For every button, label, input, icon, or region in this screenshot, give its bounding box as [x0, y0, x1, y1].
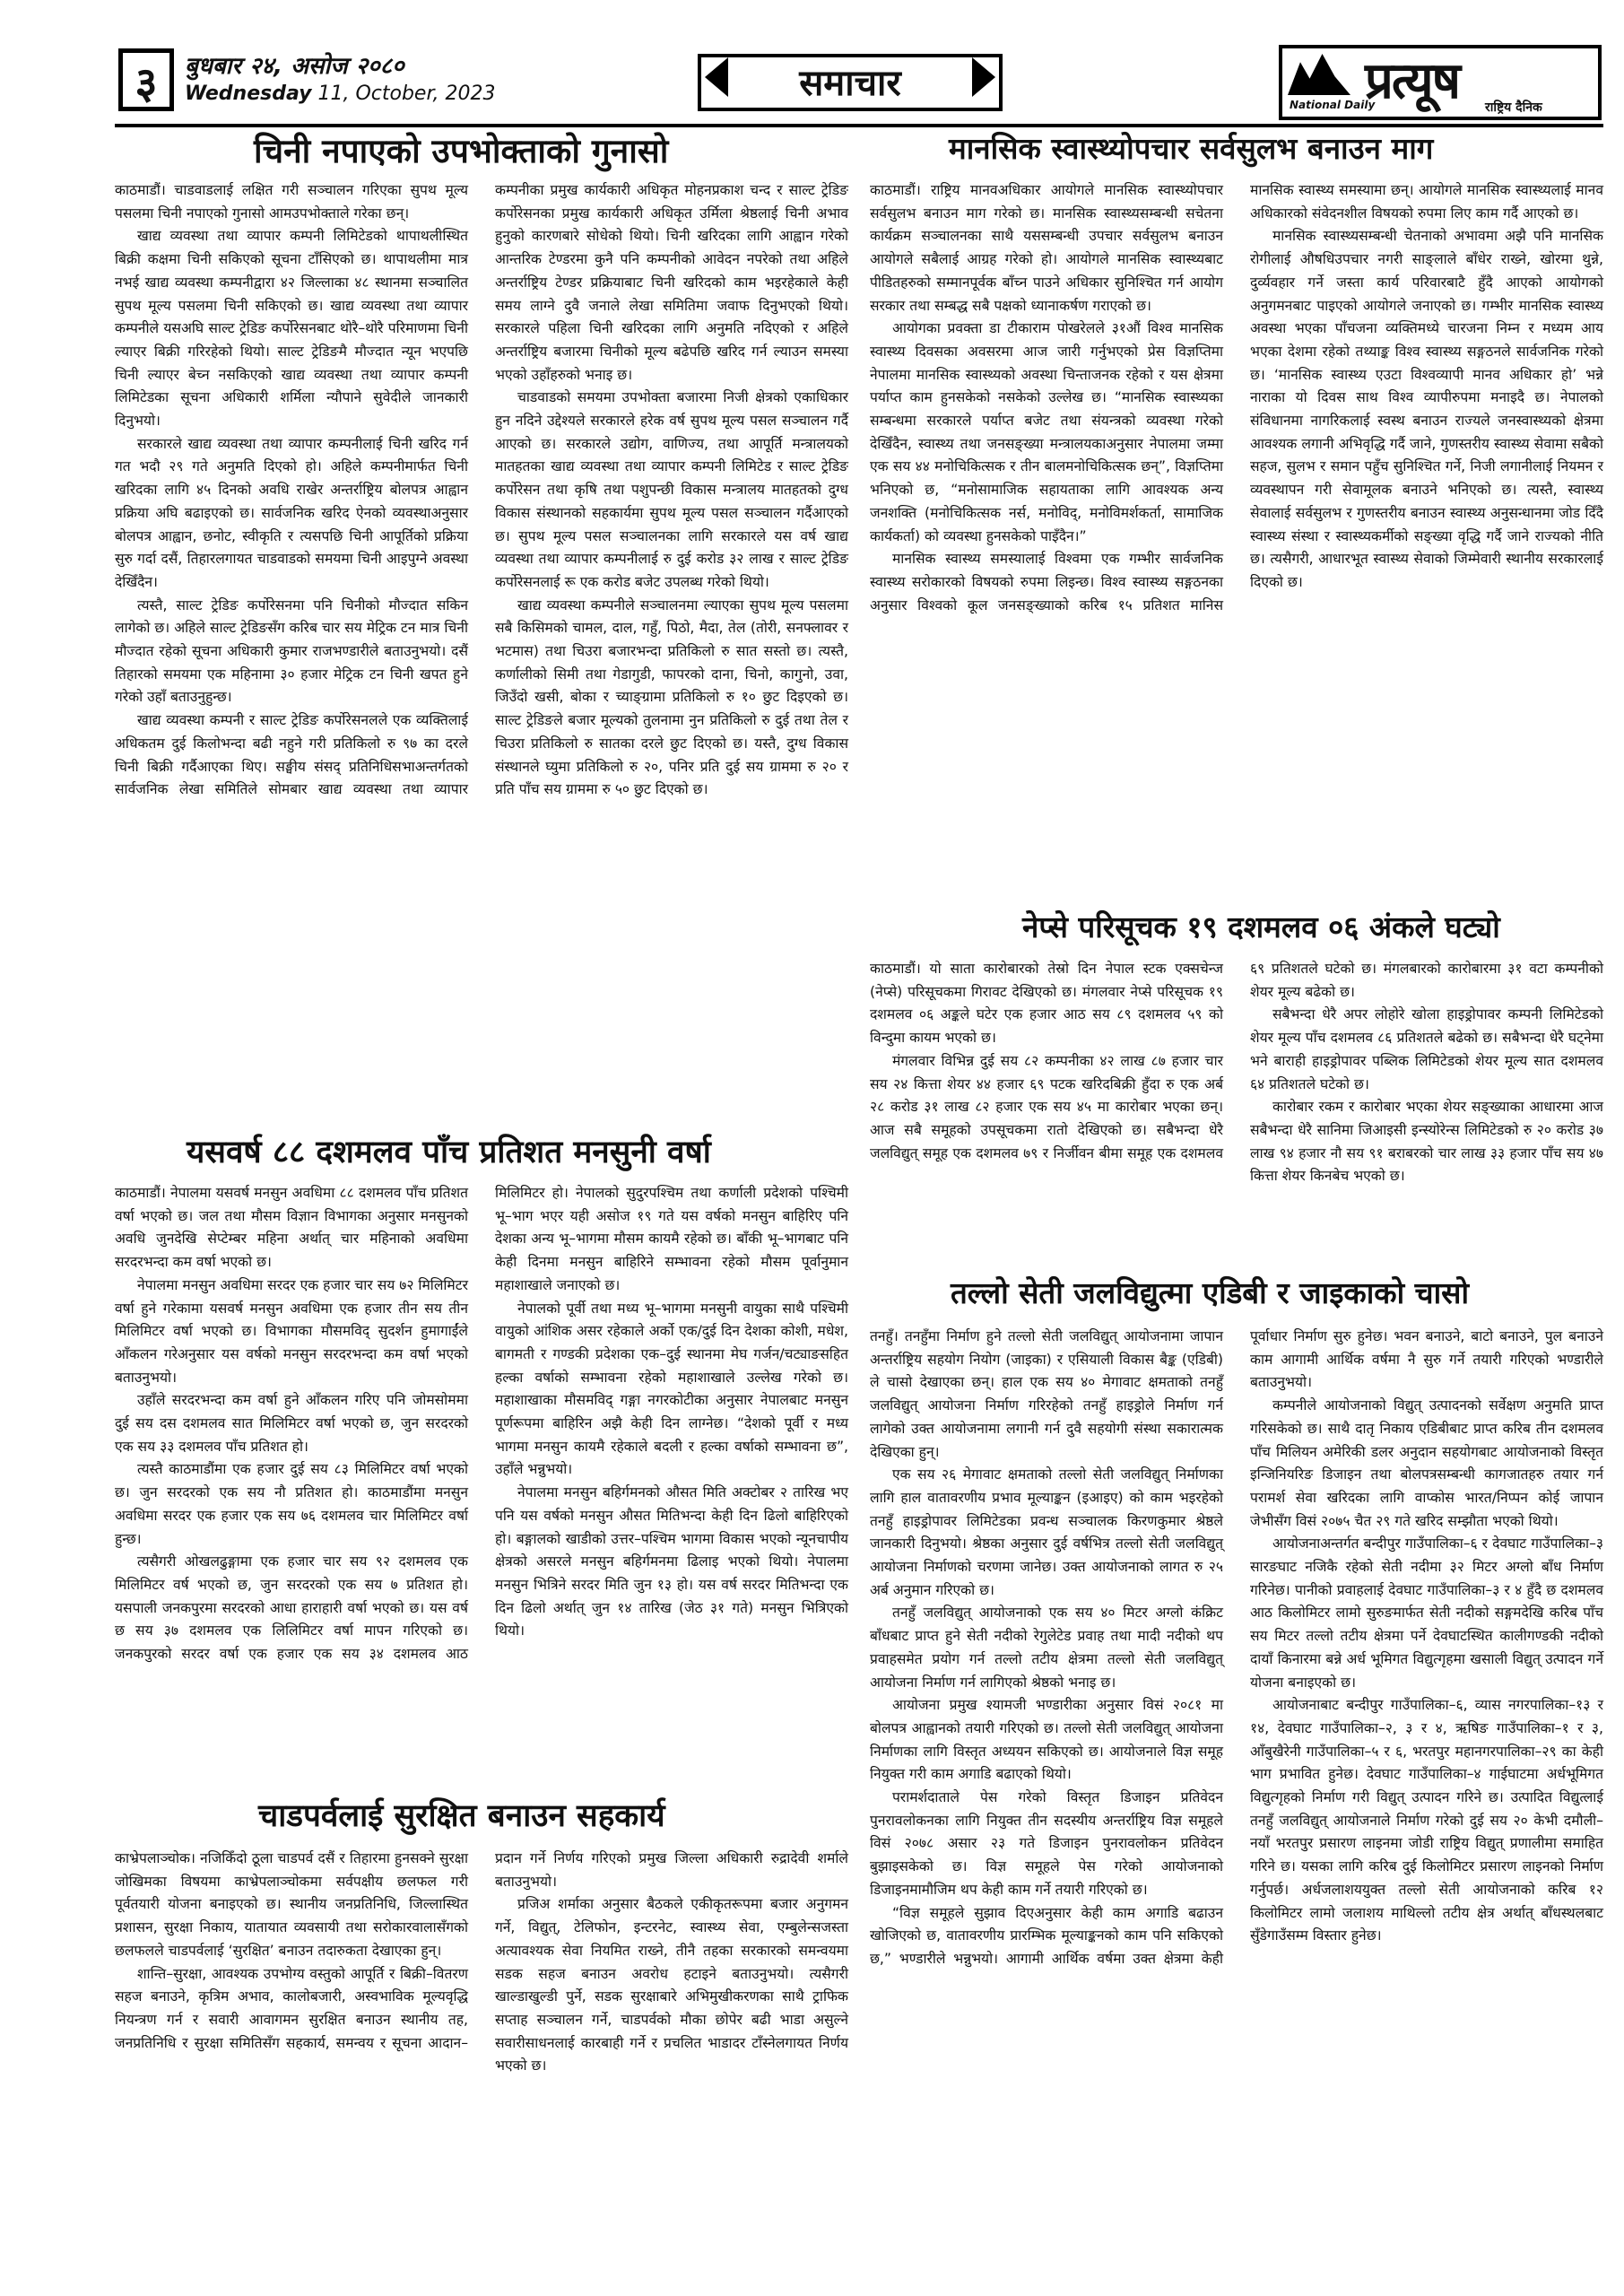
paragraph: मानसिक स्वास्थ्यसम्बन्धी चेतनाको अभावमा अझै पनि मानसिक रोगीलाई औषधिउपचार नगरी साङ्लाले बाँधेर राख्ने, खोरमा थुन्ने, दुर्व्यवहार गर्ने जस्ता कार्य परिवारबाटै हुँदै आएको आयोगको अनुगमनबाट पाइएको आयोगले जनाएको छ। गम्भीर मानसिक स्वास्थ्य अवस्था भएका पाँचजना व्यक्तिमध्ये चारजना निम्न र मध्यम आय भएका देशमा रहेको तथ्याङ्क विश्व स्वास्थ्य सङ्गठनले सार्वजनिक गरेको छ। ‘मानसिक स्वास्थ्य एउटा विश्वव्यापी मानव अधिकार हो’ भन्ने नाराका यो दिवस साथ विश्व व्यापीरुपमा मनाइदै छ। नेपालको संविधानमा नागरिकलाई स्वस्थ बनाउन राज्यले जनस्वास्थ्यको क्षेत्रमा आवश्यक लगानी अभिवृद्धि गर्दै जाने, गुणस्तरीय स्वास्थ्य सेवामा सबैको सहज, सुलभ र समान पहुँच सुनिश्चित गर्ने, निजी लगानीलाई नियमन र व्यवस्थापन गरी सेवामूलक बनाउने भनिएको छ। त्यस्तै, स्वास्थ्य सेवालाई सर्वसुलभ र गुणस्तरीय बनाउन स्वास्थ्य अनुसन्धानमा जोड दिँदै स्वास्थ्य संस्था र स्वास्थ्यकर्मीको सङ्ख्या वृद्धि गर्दै जाने राज्यको नीति छ। त्यसैगरी, आधारभूत स्वास्थ्य सेवाको जिम्मेवारी स्थानीय सरकारलाई दिएको छ। — [1250, 228, 1603, 590]
paragraph: शान्ति–सुरक्षा, आवश्यक उपभोग्य वस्तुको आपूर्ति र बिक्री–वितरण सहज बनाउने, कृत्रिम अभाव, कालोबजारी, अस्वभाविक मूल्यवृद्धि नियन्त्रण गर्न र सवारी आवागमन सुरक्षित बनाउन स्थानीय तह, जनप्रतिनिधि र सुरक्षा समितिसँग सहकार्य, समन्वय र सूचना आदान–प्रदान गर्ने निर्णय गरिएको प्रमुख जिल्ला अधिकारी रुद्रादेवी शर्माले बताउनुभयो। — [115, 1850, 848, 2051]
paragraph: आयोगका प्रवक्ता डा टीकाराम पोखरेलले ३१औं विश्व मानसिक स्वास्थ्य दिवसका अवसरमा आज जारी गर्नुभएको प्रेस विज्ञप्तिमा नेपालमा मानसिक स्वास्थ्यको अवस्था चिन्ताजनक रहेको र यस क्षेत्रमा पर्याप्त काम हुनसकेको नसकेको उल्लेख छ। “मानसिक स्वास्थ्यका सम्बन्धमा सरकारले पर्याप्त बजेट तथा संयन्त्रको व्यवस्था गरेको देखिँदैन, स्वास्थ्य तथा जनसङ्ख्या मन्त्रालयकाअनुसार नेपालमा जम्मा एक सय ४४ मनोचिकित्सक र तीन बालमनोचिकित्सक छन्”, विज्ञप्तिमा भनिएको छ, “मनोसामाजिक सहायताका लागि आवश्यक अन्य जनशक्ति (मनोचिकित्सक नर्स, मनोविद्, मनोविमर्शकर्ता, सामाजिक कार्यकर्ता) को व्यवस्था हुनसकेको पाइँदैन।” — [870, 320, 1223, 544]
date-nepali: बुधबार २४, असोज २०८० — [185, 53, 404, 80]
paragraph: उहाँले सरदरभन्दा कम वर्षा हुने आँकलन गरिए पनि जोमसोममा दुई सय दस दशमलव सात मिलिमिटर वर्षा भएको छ, जुन सरदरको एक सय ३३ दशमलव पाँच प्रतिशत हो। — [115, 1392, 468, 1455]
headline-sugar: चिनी नपाएको उपभोक्ताको गुनासो — [254, 131, 669, 170]
paragraph: “विज्ञ समूहले सुझाव दिएअनुसार केही काम अगाडि बढाउन खोजिएको छ, वातावरणीय प्रारम्भिक मूल्याङ्कनको काम पनि सकिएको छ,” भण्डारीले भन्नुभयो। आगामी आर्थिक वर्षमा उक्त क्षेत्रमा केही पूर्वाधार निर्माण सुरु हुनेछ। भवन बनाउने, बाटो बनाउने, पुल बनाउने काम आगामी आर्थिक वर्षमा नै सुरु गर्ने तयारी गरिएको भण्डारीले बताउनुभयो। — [870, 1328, 1603, 1967]
arrow-right-icon — [972, 57, 995, 97]
paragraph: आयोजनाअन्तर्गत बन्दीपुर गाउँपालिका–६ र देवघाट गाउँपालिका–३ सारङघाट नजिकै रहेको सेती नदीमा ३२ मिटर अग्लो बाँध निर्माण गरिनेछ। पानीको प्रवाहलाई देवघाट गाउँपालिका–३ र ४ हुँदै छ दशमलव आठ किलोमिटर लामो सुरुङमार्फत सेती नदीको सङ्गमदेखि करिब पाँच सय मिटर तल्लो तटीय क्षेत्रमा पर्ने देवघाटस्थित कालीगण्डकी नदीको दायाँ किनारमा बन्ने अर्ध भूमिगत विद्युत्गृहमा खसाली विद्युत् उत्पादन गर्ने योजना बनाइएको छ। — [1250, 1535, 1603, 1691]
paragraph: त्यस्तै काठमाडौंमा एक हजार दुई सय ८३ मिलिमिटर वर्षा भएको छ। जुन सरदरको एक सय नौ प्रतिशत हो। काठमाडौंमा मनसुन अवधिमा सरदर एक हजार एक सय ७६ दशमलव चार मिलिमिटर वर्षा हुन्छ। — [115, 1461, 468, 1547]
paragraph: कारोबार रकम र कारोबार भएका शेयर सङ्ख्याका आधारमा आज सबैभन्दा धेरै सानिमा जिआइसी इन्स्योरेन्स लिमिटेडको रु २० करोड ३७ लाख ९४ हजार नौ सय ९१ बराबरको चार लाख ३३ हजार पाँच सय ४७ कित्ता शेयर किनबेच भएको छ। — [1250, 1099, 1603, 1185]
paragraph: कम्पनीले आयोजनाको विद्युत् उत्पादनको सर्वेक्षण अनुमति प्राप्त गरिसकेको छ। साथै दातृ निकाय एडिबीबाट प्राप्त करिब तीन दशमलव पाँच मिलियन अमेरिकी डलर अनुदान सहयोगबाट आयोजनाको विस्तृत इन्जिनियरिङ डिजाइन तथा बोलपत्रसम्बन्धी कागजातहरु तयार गर्न परामर्श सेवा खरिदका लागि वाप्कोस भारत/निप्पन कोई जापान जेभीसँग विसं २०७५ चैत २९ गते खरिद सम्झौता भएको थियो। — [1250, 1397, 1603, 1529]
body-monsoon — [115, 1182, 848, 1794]
paragraph: काठमाडौं। राष्ट्रिय मानवअधिकार आयोगले मानसिक स्वास्थ्योपचार सर्वसुलभ बनाउन माग गरेको छ। मानसिक स्वास्थ्यसम्बन्धी सचेतना कार्यक्रम सञ्चालनका साथै यससम्बन्धी उपचार सर्वसुलभ बनाउन आयोगले सबैलाई आग्रह गरेको हो। आयोगले मानसिक स्वास्थ्यबाट पीडितहरुको सम्मानपूर्वक बाँच्न पाउने अधिकार सुनिश्चित गर्न आयोग सरकार तथा सम्बद्ध सबै पक्षको ध्यानाकर्षण गराएको छ। — [870, 182, 1223, 314]
article-festival — [115, 1799, 848, 2266]
headline-lower-seti: तल्लो सेती जलविद्युत्मा एडिबी र जाइकाको चासो — [951, 1275, 1470, 1310]
paragraph: आयोजनाबाट बन्दीपुर गाउँपालिका–६, व्यास नगरपालिका–१३ र १४, देवघाट गाउँपालिका–२, ३ र ४, ऋषिङ गाउँपालिका–१ र ३, आँबुखैरेनी गाउँपालिका–५ र ६, भरतपुर महानगरपालिका–२९ का केही भाग प्रभावित हुनेछ। देवघाट गाउँपालिका–४ गाईघाटमा अर्धभूमिगत विद्युत्गृहको निर्माण गरी विद्युत् उत्पादन गरिने छ। उत्पादित विद्युत्लाई तनहुँ जलविद्युत् आयोजनाले निर्माण गरेको दुई सय २० केभी दमौली–नयाँ भरतपुर प्रसारण लाइनमा जोडी राष्ट्रिय विद्युत् प्रणालीमा समाहित गरिने छ। यसका लागि करिब दुई किलोमिटर प्रसारण लाइनको निर्माण गर्नुपर्छ। अर्धजलाशययुक्त तल्लो सेती आयोजनाको करिब १२ किलोमिटर लामो जलाशय माथिल्लो तटीय क्षेत्र अर्थात् बाँधस्थलबाट सुँडेगाउँसम्म विस्तार हुनेछ। — [1250, 1697, 1603, 1944]
body-nepse — [870, 958, 1603, 1270]
paragraph: परामर्शदाताले पेस गरेको विस्तृत डिजाइन प्रतिवेदन पुनरावलोकनका लागि नियुक्त तीन सदस्यीय अन्तर्राष्ट्रिय विज्ञ समूहले विसं २०७८ असार २३ गते डिजाइन पुनरावलोकन प्रतिवेदन बुझाइसकेको छ। विज्ञ समूहले पेस गरेको आयोजनाको डिजाइनमामौजिम थप केही काम गर्ने तयारी गरिएको छ। — [870, 1789, 1223, 1898]
paragraph: काठमाडौं। चाडवाडलाई लक्षित गरी सञ्चालन गरिएका सुपथ मूल्य पसलमा चिनी नपाएको गुनासो आमउपभोक्ताले गरेका छन्। — [115, 182, 468, 222]
paragraph: खाद्य व्यवस्था कम्पनीले सञ्चालनमा ल्याएका सुपथ मूल्य पसलमा सबै किसिमको चामल, दाल, गहुँ, पिठो, मैदा, तेल (तोरी, सनफ्लावर र भटमास) तथा चिउरा बजारभन्दा प्रतिकिलो रु सात सस्तो छ। त्यस्तै, कर्णालीको सिमी तथा गेडागुडी, फापरको दाना, चिनो, कागुनो, उवा, जिउँदो खसी, बोका र च्याङ्ग्रामा प्रतिकिलो रु १० छुट दिइएको छ। साल्ट ट्रेडिङले बजार मूल्यको तुलनामा नुन प्रतिकिलो रु दुई तथा तेल र चिउरा प्रतिकिलो रु सातका दरले छुट दिएको छ। यस्तै, दुग्ध विकास संस्थानले घ्युमा प्रतिकिलो रु २०, पनिर प्रति दुई सय ग्राममा रु २० र प्रति पाँच सय ग्राममा रु ५० छुट दिएको छ। — [495, 596, 848, 798]
mountain-icon — [1288, 54, 1350, 95]
article-monsoon — [115, 1135, 848, 1796]
paragraph: आयोजना प्रमुख श्यामजी भण्डारीका अनुसार विसं २०८१ मा बोलपत्र आह्वानको तयारी गरिएको छ। तल्लो सेती जलविद्युत् आयोजना निर्माणका लागि विस्तृत अध्ययन सकिएको छ। आयोजनाले विज्ञ समूह नियुक्त गरी काम अगाडि बढाएको थियो। — [870, 1697, 1223, 1783]
paragraph: तनहुँ जलविद्युत् आयोजनाको एक सय ४० मिटर अग्लो कंक्रिट बाँधबाट प्राप्त हुने सेती नदीको रेगुलेटेड प्रवाह तथा मादी नदीको थप प्रवाहसमेत प्रयोग गर्न तल्लो तटीय क्षेत्रमा तल्लो सेती जलविद्युत् आयोजना निर्माण गर्न लागिएको श्रेष्ठको भनाइ छ। — [870, 1605, 1223, 1691]
newspaper-page — [115, 45, 1603, 2269]
logo-tagline-en: National Daily — [1290, 99, 1376, 111]
section-title: समाचार — [698, 54, 1003, 111]
paragraph: नेपालको पूर्वी तथा मध्य भू–भागमा मनसुनी वायुका साथै पश्चिमी वायुको आंशिक असर रहेकाले अर्को एक/दुई दिन देशका कोशी, मधेश, बागमती र गण्डकी प्रदेशका एक–दुई स्थानमा मेघ गर्जन/चट्याङसहित हल्का वर्षाको सम्भावना रहेको महाशाखाले उल्लेख गरेको छ।महाशाखाका मौसमविद् गङ्गा नगरकोटीका अनुसार नेपालबाट मनसुन पूर्णरूपमा बाहिरिन अझै केही दिन लाग्नेछ। “देशको पूर्वी र मध्य भागमा मनसुन कायमै रहेकाले बदली र हल्का वर्षाको सम्भावना छ”, उहाँले भन्नुभयो। — [495, 1300, 848, 1478]
paragraph: त्यस्तै, साल्ट ट्रेडिङ कर्पोरेसनमा पनि चिनीको मौज्दात सकिन लागेको छ। अहिले साल्ट ट्रेडिङसँग करिब चार सय मेट्रिक टन मात्र चिनी मौज्दात रहेको सूचना अधिकारी कुमार राजभण्डारीले बताउनुभयो। दसैं तिहारको समयमा एक महिनामा ३० हजार मेट्रिक टन चिनी खपत हुने गरेको उहाँ बताउनुहुन्छ। — [115, 596, 468, 706]
paragraph: प्रजिअ शर्माका अनुसार बैठकले एकीकृतरूपमा बजार अनुगमन गर्ने, विद्युत्, टेलिफोन, इन्टरनेट, स्वास्थ्य सेवा, एम्बुलेन्सजस्ता अत्यावश्यक सेवा नियमित राख्ने, तीनै तहका सरकारको समन्वयमा सडक सहज बनाउन अवरोध हटाइने बताउनुभयो। त्यसैगरी खाल्डाखुल्डी पुर्ने, सडक सुरक्षाबारे अभिमुखीकरणका साथै ट्राफिक सप्ताह सञ्चालन गर्ने, चाडपर्वको मौका छोपेर बढी भाडा असुल्ने सवारीसाधनलाई कारबाही गर्ने र प्रचलित भाडादर टाँस्नेलगायत निर्णय भएको छ। — [495, 1896, 848, 2074]
newspaper-logo — [1279, 45, 1602, 120]
paragraph: नेपालमा मनसुन बहिर्गमनको औसत मिति अक्टोबर २ तारिख भए पनि यस वर्षको मनसुन औसत मितिभन्दा केही दिन ढिलो बाहिरिएको हो। बङ्गालको खाडीको उत्तर–पश्चिम भागमा विकास भएको न्यूनचापीय क्षेत्रको असरले मनसुन बहिर्गमनमा ढिलाइ भएको थियो। नेपालमा मनसुन भित्रिने सरदर मिति जुन १३ हो। यस वर्ष सरदर मितिभन्दा एक दिन ढिलो अर्थात् जुन १४ तारिख (जेठ ३१ गते) मनसुन भित्रिएको थियो। — [495, 1484, 848, 1639]
headline-festival: चाडपर्वलाई सुरक्षित बनाउन सहकार्य — [258, 1797, 665, 1834]
paragraph: चाडवाडको समयमा उपभोक्ता बजारमा निजी क्षेत्रको एकाधिकार हुन नदिने उद्देश्यले सरकारले हरेक वर्ष सुपथ मूल्य पसल सञ्चालन गर्दै आएको छ। सरकारले उद्योग, वाणिज्य, तथा आपूर्ति मन्त्रालयको मातहतका खाद्य व्यवस्था तथा व्यापार कम्पनी लिमिटेड र साल्ट ट्रेडिङ कर्पोरेसन तथा कृषि तथा पशुपन्छी विकास मन्त्रालय मातहतको दुग्ध विकास संस्थानको सहकार्यमा सुपथ मूल्य पसल सञ्चालन गर्दैआएको छ। सुपथ मूल्य पसल सञ्चालनका लागि सरकारले यस वर्ष खाद्य व्यवस्था तथा व्यापार कम्पनीलाई रु दुई करोड ३२ लाख र साल्ट ट्रेडिङ कर्पोरेसनलाई रू एक करोड बजेट उपलब्ध गरेको थियो। — [495, 389, 848, 590]
headline-monsoon: यसवर्ष ८८ दशमलव पाँच प्रतिशत मनसुनी वर्षा — [187, 1134, 711, 1170]
paragraph: काठमाडौं। यो साता कारोबारको तेस्रो दिन नेपाल स्टक एक्सचेन्ज (नेप्से) परिसूचकमा गिरावट देखिएको छ। मंगलवार नेप्से परिसूचक १९ दशमलव ०६ अङ्कले घटेर एक हजार आठ सय ८९ दशमलव ५९ को विन्दुमा कायम भएको छ। — [870, 961, 1223, 1047]
article-nepse — [870, 911, 1603, 1274]
paragraph: सबैभन्दा धेरै अपर लोहोरे खोला हाइड्रोपावर कम्पनी लिमिटेडको शेयर मूल्य पाँच दशमलव ८६ प्रतिशतले बढेको छ। सबैभन्दा धेरै घट्नेमा भने बाराही हाइड्रोपावर पब्लिक लिमिटेडको शेयर मूल्य सात दशमलव ६४ प्रतिशतले घटेको छ। — [1250, 1006, 1603, 1092]
logo-tagline-ne: राष्ट्रिय दैनिक — [1485, 100, 1542, 115]
body-lower-seti — [870, 1326, 1603, 2264]
paragraph: काठमाडौं। नेपालमा यसवर्ष मनसुन अवधिमा ८८ दशमलव पाँच प्रतिशत वर्षा भएको छ। जल तथा मौसम विज्ञान विभागका अनुसार मनसुनको अवधि जुनदेखि सेप्टेम्बर महिना अर्थात् चार महिनाको अवधिमा सरदरभन्दा कम वर्षा भएको छ। — [115, 1185, 468, 1271]
body-sugar — [115, 179, 848, 1130]
paragraph: एक सय २६ मेगावाट क्षमताको तल्लो सेती जलविद्युत् निर्माणका लागि हाल वातावरणीय प्रभाव मूल्याङ्कन (इआइए) को काम भइरहेको तनहुँ हाइड्रोपावर लिमिटेडका प्रवन्ध सञ्चालक किरणकुमार श्रेष्ठले जानकारी दिनुभयो। श्रेष्ठका अनुसार दुई वर्षभित्र तल्लो सेती जलविद्युत् आयोजना निर्माणको चरणमा जानेछ। उक्त आयोजनाको लागत रु २५ अर्ब अनुमान गरिएको छ। — [870, 1466, 1223, 1598]
page-number: ३ — [118, 48, 174, 111]
body-mental-health — [870, 179, 1603, 906]
date-english: 11, October, 2023 — [317, 83, 496, 105]
article-mental-health — [870, 133, 1603, 909]
paragraph: सरकारले खाद्य व्यवस्था तथा व्यापार कम्पनीलाई चिनी खरिद गर्न गत भदौ २९ गते अनुमति दिएको हो। अहिले कम्पनीमार्फत चिनी खरिदका लागि ४५ दिनको अवधि राखेर अन्तर्राष्ट्रिय बोलपत्र आह्वान प्रक्रिया अघि बढाइएको छ। सार्वजनिक खरिद ऐनको व्यवस्थाअनुसार बोलपत्र आह्वान, छनोट, स्वीकृति र त्यसपछि चिनी आपूर्तिको प्रक्रिया सुरु गर्दा दसैं, तिहारलगायत चाडवाडको समयमा चिनी आइपुग्ने अवस्था देखिँदैन। — [115, 435, 468, 590]
logo-name: प्रत्यूष — [1365, 51, 1459, 110]
paragraph: काभ्रेपलाञ्चोक। नजिकिँदो ठूला चाडपर्व दसैं र तिहारमा हुनसक्ने सुरक्षा जोखिमका विषयमा काभ्रेपलाञ्चोकमा सर्वपक्षीय छलफल गरी पूर्वतयारी योजना बनाइएको छ। स्थानीय जनप्रतिनिधि, जिल्लास्थित प्रशासन, सुरक्षा निकाय, यातायात व्यवसायी तथा सरोकारवालासँगको छलफलले चाडपर्वलाई ‘सुरक्षित’ बनाउन तदारुकता देखाएका हुन्। — [115, 1850, 468, 1959]
paragraph: खाद्य व्यवस्था कम्पनी र साल्ट ट्रेडिङ कर्पोरेसनलले एक व्यक्तिलाई अधिकतम दुई किलोभन्दा बढी नहुने गरी प्रतिकिलो रु ९७ का दरले चिनी बिक्री गर्दैआएका थिए। सङ्घीय संसद् प्रतिनिधिसभाअन्तर्गतको सार्वजनिक लेखा समितिले सोमबार खाद्य व्यवस्था तथा व्यापार कम्पनीका प्रमुख कार्यकारी अधिकृत मोहनप्रकाश चन्द र साल्ट ट्रेडिङ कर्पोरेसनका प्रमुख कार्यकारी अधिकृत उर्मिला श्रेष्ठलाई चिनी अभाव हुनुको कारणबारे सोधेको थियो। चिनी खरिदका लागि आह्वान गरेको आन्तरिक टेण्डरमा कुनै पनि कम्पनीको आवेदन नपरेको तथा अहिले अन्तर्राष्ट्रिय टेण्डर प्रक्रियाबाट चिनी खरिदको काम भइरहेकाले केही समय लाग्ने दुवै जनाले लेखा समितिमा जवाफ दिनुभएको थियो। सरकारले पहिला चिनी खरिदका लागि अनुमति नदिएको र अहिले अन्तर्राष्ट्रिय बजारमा चिनीको मूल्य बढेपछि खरिद गर्न ल्याउन समस्या भएको उहाँहरुको भनाइ छ। — [115, 182, 848, 798]
masthead — [115, 45, 1603, 126]
headline-mental-health: मानसिक स्वास्थ्योपचार सर्वसुलभ बनाउन माग — [949, 131, 1434, 166]
date-english-line — [185, 83, 495, 105]
paragraph: तनहुँ। तनहुँमा निर्माण हुने तल्लो सेती जलविद्युत् आयोजनामा जापान अन्तर्राष्ट्रिय सहयोग नियोग (जाइका) र एसियाली विकास बैङ्क (एडिबी) ले चासो देखाएका छन्। हाल एक सय ४० मेगावाट क्षमताको तनहुँ जलविद्युत् आयोजना निर्माण गरिरहेको तनहुँ हाइड्रोले निर्माण गर्न लागेको उक्त आयोजनामा लगानी गर्न दुवै सहयोगी संस्था सकारात्मक देखिएका हुन्। — [870, 1328, 1223, 1460]
paragraph: मानसिक स्वास्थ्य समस्यालाई विश्वमा एक गम्भीर सार्वजनिक स्वास्थ्य सरोकारको विषयको रुपमा लिइन्छ। विश्व स्वास्थ्य सङ्गठनका अनुसार विश्वको कूल जनसङ्ख्याको करिब १५ प्रतिशत मानिस मानसिक स्वास्थ्य समस्यामा छन्। आयोगले मानसिक स्वास्थ्यलाई मानव अधिकारको संवेदनशील विषयको रुपमा लिए काम गर्दै आएको छ। — [870, 182, 1603, 613]
article-sugar — [115, 133, 848, 1133]
body-festival — [115, 1848, 848, 2262]
paragraph: त्यसैगरी ओखलढुङ्गामा एक हजार चार सय ९२ दशमलव एक मिलिमिटर वर्ष भएको छ, जुन सरदरको एक सय ७ प्रतिशत हो। यसपाली जनकपुरमा सरदरको आधा हाराहारी वर्षा भएको छ। यस वर्ष छ सय ३७ दशमलव एक लिलिमिटर वर्षा मापन गरिएको छ। जनकपुरको सरदर वर्षा एक हजार एक सय ३४ दशमलव आठ मिलिमिटर हो। नेपालको सुदुरपश्चिम तथा कर्णाली प्रदेशको पश्चिमी भू–भाग भएर यही असोज १९ गते यस वर्षको मनसुन बाहिरिए पनि देशका अन्य भू–भागमा मौसम कायमै रहेको छ। बाँकी भू–भागबाट पनि केही दिनमा मनसुन बाहिरिने सम्भावना रहेको मौसम पूर्वानुमान महाशाखाले जनाएको छ। — [115, 1185, 848, 1663]
paragraph: मंगलवार विभिन्न दुई सय ८२ कम्पनीका ४२ लाख ८७ हजार चार सय २४ कित्ता शेयर ४४ हजार ६९ पटक खरिदबिक्री हुँदा रु एक अर्ब २८ करोड ३१ लाख ८२ हजार एक सय ४५ मा कारोबार भएका छन्। आज सबै समूहको उपसूचकमा रातो देखिएको छ। सबैभन्दा धेरै जलविद्युत् समूह एक दशमलव ७९ र निर्जीवन बीमा समूह एक दशमलव ६९ प्रतिशतले घटेको छ। मंगलबारको कारोबारमा ३१ वटा कम्पनीको शेयर मूल्य बढेको छ। — [870, 961, 1603, 1161]
paragraph: नेपालमा मनसुन अवधिमा सरदर एक हजार चार सय ७२ मिलिमिटर वर्षा हुने गरेकामा यसवर्ष मनसुन अवधिमा एक हजार तीन सय तीन मिलिमिटर वर्षा भएको छ। विभागका मौसमविद् सुदर्शन हुमागाईंले आँकलन गरेअनुसार यस वर्षको मनसुन सरदरभन्दा कम वर्षा भएको बताउनुभयो। — [115, 1276, 468, 1386]
article-lower-seti — [870, 1277, 1603, 2266]
date-day: Wednesday — [185, 83, 312, 105]
arrow-left-icon — [705, 57, 728, 97]
paragraph: खाद्य व्यवस्था तथा व्यापार कम्पनी लिमिटेडको थापाथलीस्थित बिक्री कक्षमा चिनी सकिएको सूचना टाँसिएको छ। थापाथलीमा मात्र नभई खाद्य व्यवस्था कम्पनीद्वारा ४२ जिल्लाका ४८ स्थानमा सञ्चालित सुपथ मूल्य पसलमा चिनी सकिएको छ। खाद्य व्यवस्था तथा व्यापार कम्पनीले यसअघि साल्ट ट्रेडिङ कर्पोरेसनबाट थोरै–थोरै परिमाणमा चिनी ल्याएर बिक्री गरिरहेको थियो। साल्ट ट्रेडिङमै मौज्दात न्यून भएपछि चिनी ल्याएर बेच्न नसकिएको खाद्य व्यवस्था तथा व्यापार कम्पनी लिमिटेडका सूचना अधिकारी शर्मिला न्यौपाने सुवेदीले जानकारी दिनुभयो। — [115, 228, 468, 430]
masthead-rule — [115, 124, 1603, 127]
headline-nepse: नेप्से परिसूचक १९ दशमलव ०६ अंकले घट्यो — [1022, 909, 1500, 944]
